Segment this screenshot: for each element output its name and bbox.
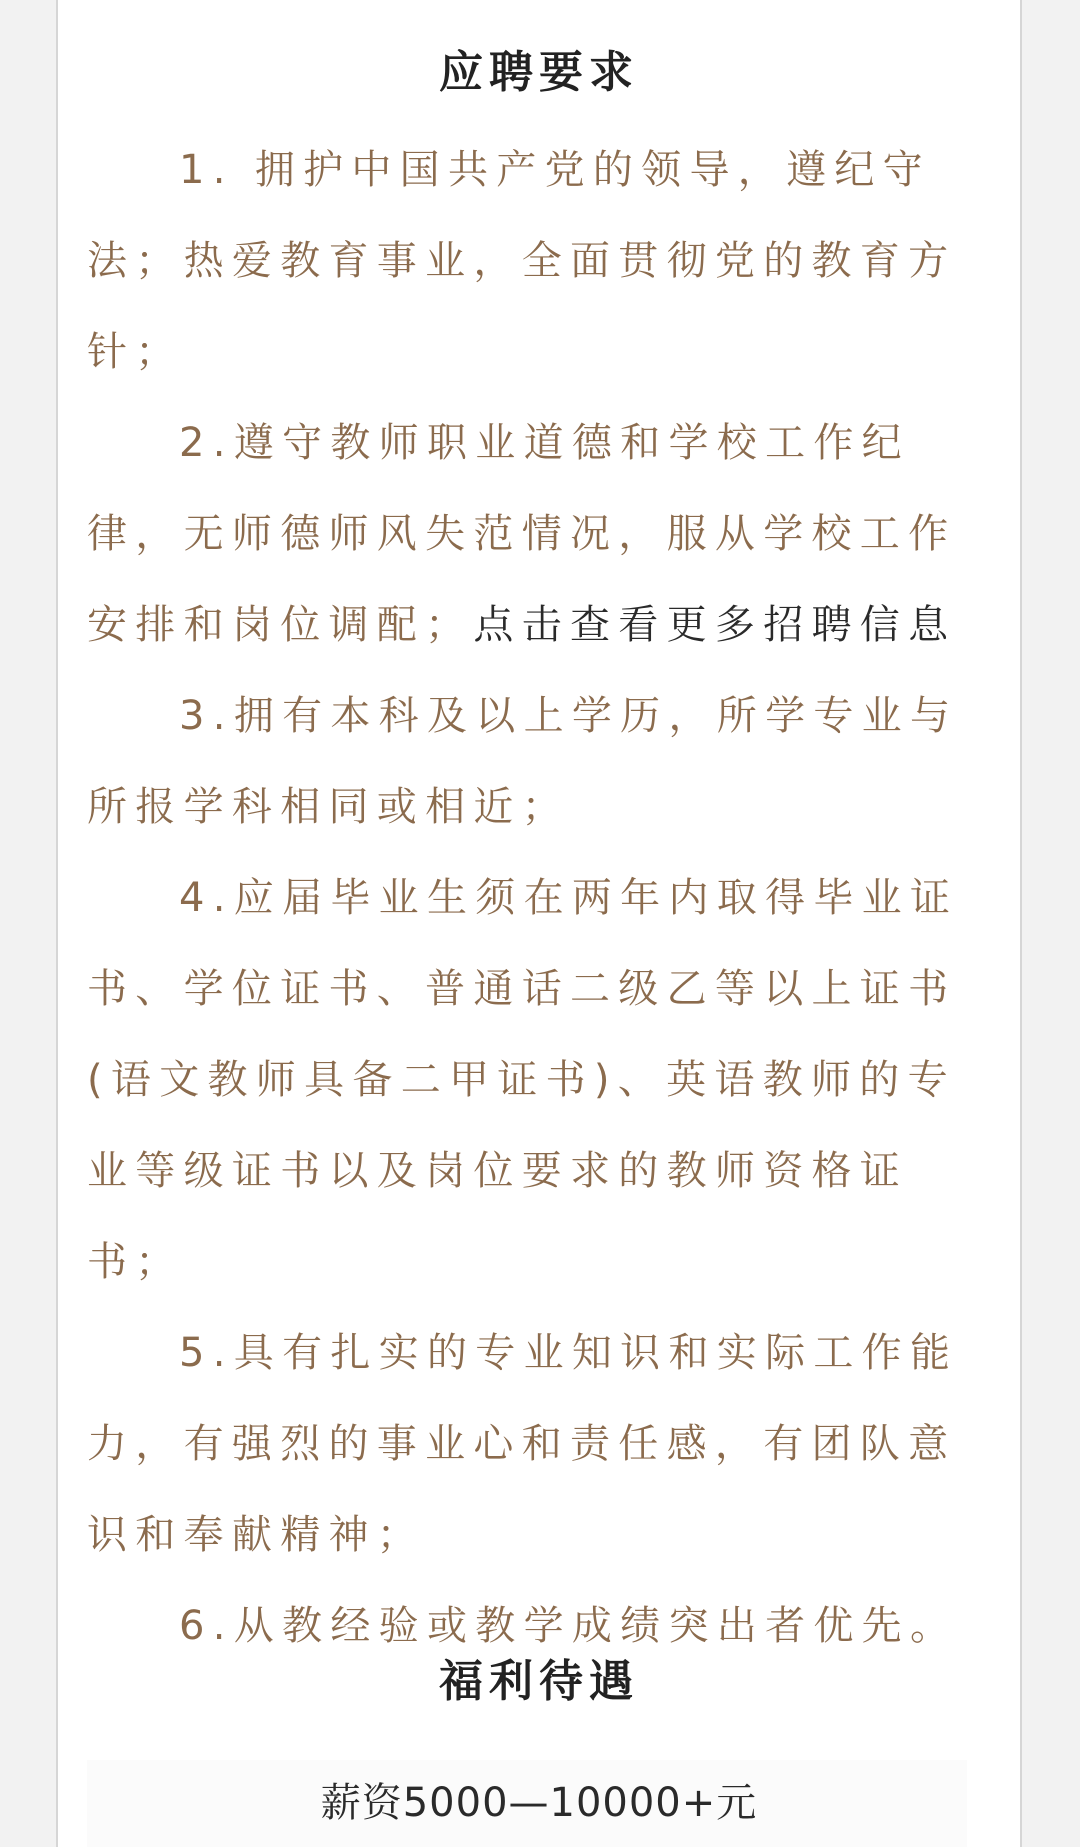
requirement-text: 5.具有扎实的专业知识和实际工作能力，有强烈的事业心和责任感，有团队意识和奉献精神； bbox=[87, 1330, 959, 1558]
requirement-item-1 bbox=[87, 125, 967, 398]
article-card bbox=[56, 0, 1022, 1847]
requirement-text: 4.应届毕业生须在两年内取得毕业证书、学位证书、普通话二级乙等以上证书(语文教师具备二甲证书)、英语教师的专业等级证书以及岗位要求的教师资格证书； bbox=[87, 875, 959, 1285]
salary-text: 薪资5000—10000+元 bbox=[320, 1780, 758, 1826]
requirement-text: 2.遵守教师职业道德和学校工作纪律，无师德师风失范情况，服从学校工作安排和岗位调配； bbox=[87, 420, 957, 648]
benefits-title: 福利待遇 bbox=[439, 1656, 639, 1707]
requirement-item-3 bbox=[87, 671, 967, 853]
requirements-title: 应聘要求 bbox=[439, 47, 639, 98]
requirement-item-4 bbox=[87, 853, 967, 1308]
requirement-text: 3.拥有本科及以上学历，所学专业与所报学科相同或相近； bbox=[87, 693, 959, 830]
requirements-list bbox=[87, 125, 967, 1672]
requirement-item-5 bbox=[87, 1308, 967, 1581]
requirement-item-2 bbox=[87, 398, 967, 671]
requirement-text: 6.从教经验或教学成绩突出者优先。 bbox=[179, 1603, 959, 1649]
requirement-text: 1. 拥护中国共产党的领导，遵纪守法；热爱教育事业，全面贯彻党的教育方针； bbox=[87, 147, 957, 375]
more-jobs-link[interactable]: 点击查看更多招聘信息 bbox=[473, 602, 957, 648]
